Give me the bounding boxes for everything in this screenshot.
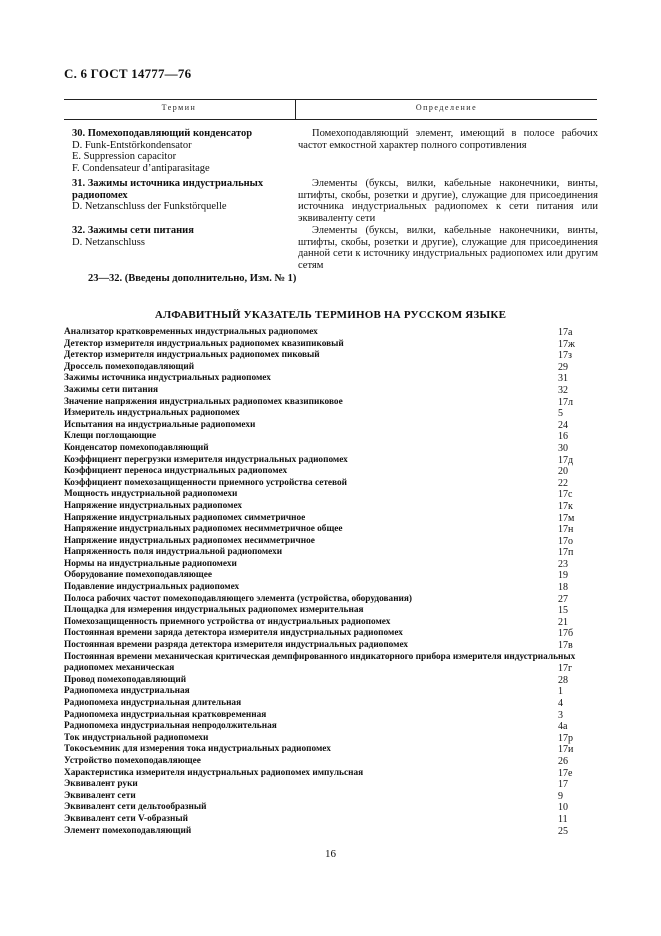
index-entry-number: 4: [558, 698, 563, 709]
index-entry-term: Эквивалент сети дельтообразный: [64, 802, 207, 813]
index-title: АЛФАВИТНЫЙ УКАЗАТЕЛЬ ТЕРМИНОВ НА РУССКОМ ЯЗЫКЕ: [154, 309, 507, 321]
index-entry: [64, 605, 597, 617]
term-en: E. Suppression capacitor: [72, 151, 177, 162]
index-entry-term: Нормы на индустриальные радиопомехи: [64, 558, 237, 569]
index-entry-number: 5: [558, 408, 563, 420]
index-entry: [64, 686, 597, 698]
index-entry-term: Анализатор кратковременных индустриальных радиопомех: [64, 327, 318, 337]
page-number: 16: [325, 848, 336, 860]
index-entry-number: 17б: [558, 628, 574, 640]
index-entry: [64, 547, 597, 559]
index-entry-term: Клещи поглощающие: [64, 431, 157, 442]
index-entry-number: 17: [558, 779, 568, 791]
index-entry-term: Конденсатор помехоподавляющий: [64, 442, 209, 453]
index-entry-term: Элемент помехоподавляющий: [64, 825, 192, 836]
index-entry: [64, 594, 597, 606]
definition-31: Элементы (буксы, вилки, кабельные наконечники, винты, штифты, скобы, розетки и другие), служащие для присоединения источника индустриальных радиопомех к сети питания или эквиваленту сети: [298, 178, 598, 224]
index-entry: [64, 652, 597, 675]
index-entry-number: 9: [558, 790, 563, 802]
index-entry-number: 17р: [558, 732, 573, 744]
index-entry: [64, 559, 597, 571]
index-entry: [64, 455, 597, 467]
index-entry: [64, 489, 597, 501]
index-entry-term: Значение напряжения индустриальных радиопомех квазипиковое: [64, 396, 343, 407]
term-ru: 30. Помехоподавляющий конденсатор: [72, 128, 253, 139]
index-entry-term: Напряжение индустриальных радиопомех несимметричное общее: [64, 524, 343, 535]
index-entry-number: 17о: [558, 535, 573, 547]
index-entry: [64, 791, 597, 803]
index-entry-term: Полоса рабочих частот помехоподавляющего элемента (устройства, оборудования): [64, 593, 413, 604]
index-entry-number: 20: [558, 466, 568, 478]
index-entry-term: Оборудование помехоподавляющее: [64, 570, 212, 581]
index-entry-term: Постоянная времени заряда детектора измерителя индустриальных радиопомех: [64, 628, 403, 639]
index-entry-number: 32: [558, 384, 568, 396]
index-entry-number: 10: [558, 802, 568, 814]
index-entry: [64, 339, 597, 351]
index-entry-number: 25: [558, 825, 568, 837]
index-entry-term: Коэффициент помехозащищенности приемного устройства сетевой: [64, 477, 348, 488]
index-entry: [64, 802, 597, 814]
term-ru: 32. Зажимы сети питания: [72, 225, 194, 236]
index-entry-number: 17д: [558, 454, 574, 466]
index-entry-term: Зажимы источника индустриальных радиопомех: [64, 373, 271, 384]
term-de: D. Netzanschluss der Funkstörquelle: [72, 201, 227, 212]
index-entry: [64, 640, 597, 652]
amendment-note: 23—32. (Введены дополнительно, Изм. № 1): [88, 273, 297, 284]
index-entry-term: Эквивалент сети V-образный: [64, 813, 188, 824]
index-entry: [64, 710, 597, 722]
index-entry-number: 4а: [558, 721, 568, 733]
index-entry: [64, 698, 597, 710]
page-header: С. 6 ГОСТ 14777—76: [64, 66, 192, 81]
index-entry: [64, 570, 597, 582]
index-entry-number: 23: [558, 558, 568, 570]
index-entry-term: Эквивалент сети: [64, 790, 136, 801]
index-entry: [64, 501, 597, 513]
index-entry: [64, 628, 597, 640]
index-entry-term: Устройство помехоподавляющее: [64, 755, 201, 766]
term-block-30: [72, 128, 294, 174]
index-entry-term: Напряжение индустриальных радиопомех: [64, 500, 243, 511]
index-entry-term: Площадка для измерения индустриальных радиопомех измерительная: [64, 605, 364, 616]
index-entry-number: 17в: [558, 640, 573, 652]
column-header-term: Термин: [161, 103, 197, 112]
index-entry-number: 16: [558, 431, 568, 443]
index-entry-number: 17м: [558, 512, 575, 524]
index-entry-term: Радиопомеха индустриальная длительная: [64, 698, 242, 708]
index-entry-number: 1: [558, 686, 563, 698]
index-entry-term: Помехозащищенность приемного устройства от индустриальных радиопомех: [64, 616, 391, 627]
index-entry-number: 17е: [558, 767, 573, 779]
index-entry-number: 15: [558, 605, 568, 617]
index-entry: [64, 350, 597, 362]
index-entry: [64, 524, 597, 536]
index-entry-term: Испытания на индустриальные радиопомехи: [64, 419, 256, 430]
index-entry: [64, 385, 597, 397]
index-entry-term: Ток индустриальной радиопомехи: [64, 732, 209, 743]
index-entry-term: Измеритель индустриальных радиопомех: [64, 408, 240, 419]
index-entry-term: Постоянная времени механическая критическая демпфированного индикаторного прибора измерителя индустриальных радиопомех механическая: [64, 651, 576, 674]
index-entry: [64, 826, 597, 838]
index-entry: [64, 768, 597, 780]
term-block-32: [72, 225, 294, 248]
index-entry: [64, 408, 597, 420]
table-header-rule: [64, 119, 597, 120]
index-entry-number: 17к: [558, 500, 573, 512]
index-entry-number: 17л: [558, 396, 573, 408]
index-entry-number: 17з: [558, 350, 572, 362]
index-entry-term: Эквивалент руки: [64, 779, 138, 790]
index-entry-term: Радиопомеха индустриальная кратковременная: [64, 709, 267, 720]
index-entry-number: 22: [558, 477, 568, 489]
term-fr: F. Condensateur d’antiparasitage: [72, 162, 210, 174]
index-entry-term: Напряжение индустриальных радиопомех несимметричное: [64, 535, 315, 546]
index-entry: [64, 362, 597, 374]
index-entry: [64, 814, 597, 826]
index-entry: [64, 397, 597, 409]
index-entry-term: Провод помехоподавляющий: [64, 674, 187, 685]
definition-32: Элементы (буксы, вилки, кабельные наконечники, винты, штифты, скобы, розетки и другие), служащие для присоединения данной сети к источнику индустриальных радиопомех или другим сетям: [298, 225, 598, 271]
index-entry-number: 11: [558, 813, 568, 825]
term-ru: 31. Зажимы источника индустриальных радиопомех: [72, 178, 264, 201]
index-entry-term: Напряжение индустриальных радиопомех симметричное: [64, 512, 306, 523]
index-entry: [64, 582, 597, 594]
index-entry-number: 17г: [558, 663, 573, 675]
index-entry: [64, 536, 597, 548]
index-entry-term: Характеристика измерителя индустриальных радиопомех импульсная: [64, 767, 364, 778]
index-entry: [64, 617, 597, 629]
index-entry-number: 27: [558, 593, 568, 605]
term-de: D. Netzanschluss: [72, 236, 145, 248]
index-entry-number: 26: [558, 755, 568, 767]
index-entry-term: Напряженность поля индустриальной радиопомехи: [64, 547, 283, 558]
index-entry-term: Токосъемник для измерения тока индустриальных радиопомех: [64, 744, 331, 755]
index-entry-number: 19: [558, 570, 568, 582]
index-entry-term: Дроссель помехоподавляющий: [64, 361, 195, 372]
index-entry-number: 3: [558, 709, 563, 721]
index-entry-term: Детектор измерителя индустриальных радиопомех пиковый: [64, 350, 320, 361]
index-entry-term: Детектор измерителя индустриальных радиопомех квазипиковый: [64, 338, 344, 349]
index-entry-term: Коэффициент перегрузки измерителя индустриальных радиопомех: [64, 454, 348, 465]
index-entry: [64, 675, 597, 687]
index-entry-term: Подавление индустриальных радиопомех: [64, 582, 240, 593]
index-list: [64, 327, 597, 837]
index-entry: [64, 513, 597, 525]
index-entry-number: 17н: [558, 524, 574, 536]
index-entry: [64, 420, 597, 432]
index-entry: [64, 721, 597, 733]
index-entry-number: 17с: [558, 489, 573, 501]
column-header-definition: Определение: [415, 103, 478, 112]
index-entry-number: 18: [558, 582, 568, 594]
index-entry-number: 24: [558, 419, 568, 431]
index-entry-term: Мощность индустриальной радиопомехи: [64, 489, 238, 500]
index-entry: [64, 431, 597, 443]
index-entry-term: Коэффициент переноса индустриальных радиопомех: [64, 466, 288, 477]
index-entry-number: 28: [558, 674, 568, 686]
index-entry-number: 17ж: [558, 338, 575, 350]
index-entry-number: 29: [558, 361, 568, 373]
index-entry-number: 17п: [558, 547, 574, 559]
term-block-31: [72, 178, 294, 213]
index-entry: [64, 466, 597, 478]
index-entry-number: 17а: [558, 327, 573, 338]
index-entry-number: 21: [558, 616, 568, 628]
index-entry-term: Радиопомеха индустриальная: [64, 686, 190, 697]
table-top-rule: [64, 99, 597, 100]
index-entry-number: 30: [558, 442, 568, 454]
term-de: D. Funk-Entstörkondensator: [72, 139, 192, 151]
index-entry: [64, 756, 597, 768]
index-entry: [64, 443, 597, 455]
index-entry: [64, 733, 597, 745]
index-entry-term: Зажимы сети питания: [64, 384, 158, 395]
index-entry-number: 31: [558, 373, 568, 385]
index-entry-term: Радиопомеха индустриальная непродолжительная: [64, 721, 277, 732]
index-entry-term: Постоянная времени разряда детектора измерителя индустриальных радиопомех: [64, 640, 409, 651]
index-entry: [64, 744, 597, 756]
index-entry: [64, 373, 597, 385]
index-entry: [64, 478, 597, 490]
definition-30: Помехоподавляющий элемент, имеющий в полосе рабочих частот емкостной характер полного сопротивления: [298, 128, 598, 151]
index-entry: [64, 327, 597, 339]
index-entry-number: 17и: [558, 744, 574, 756]
index-entry: [64, 779, 597, 791]
